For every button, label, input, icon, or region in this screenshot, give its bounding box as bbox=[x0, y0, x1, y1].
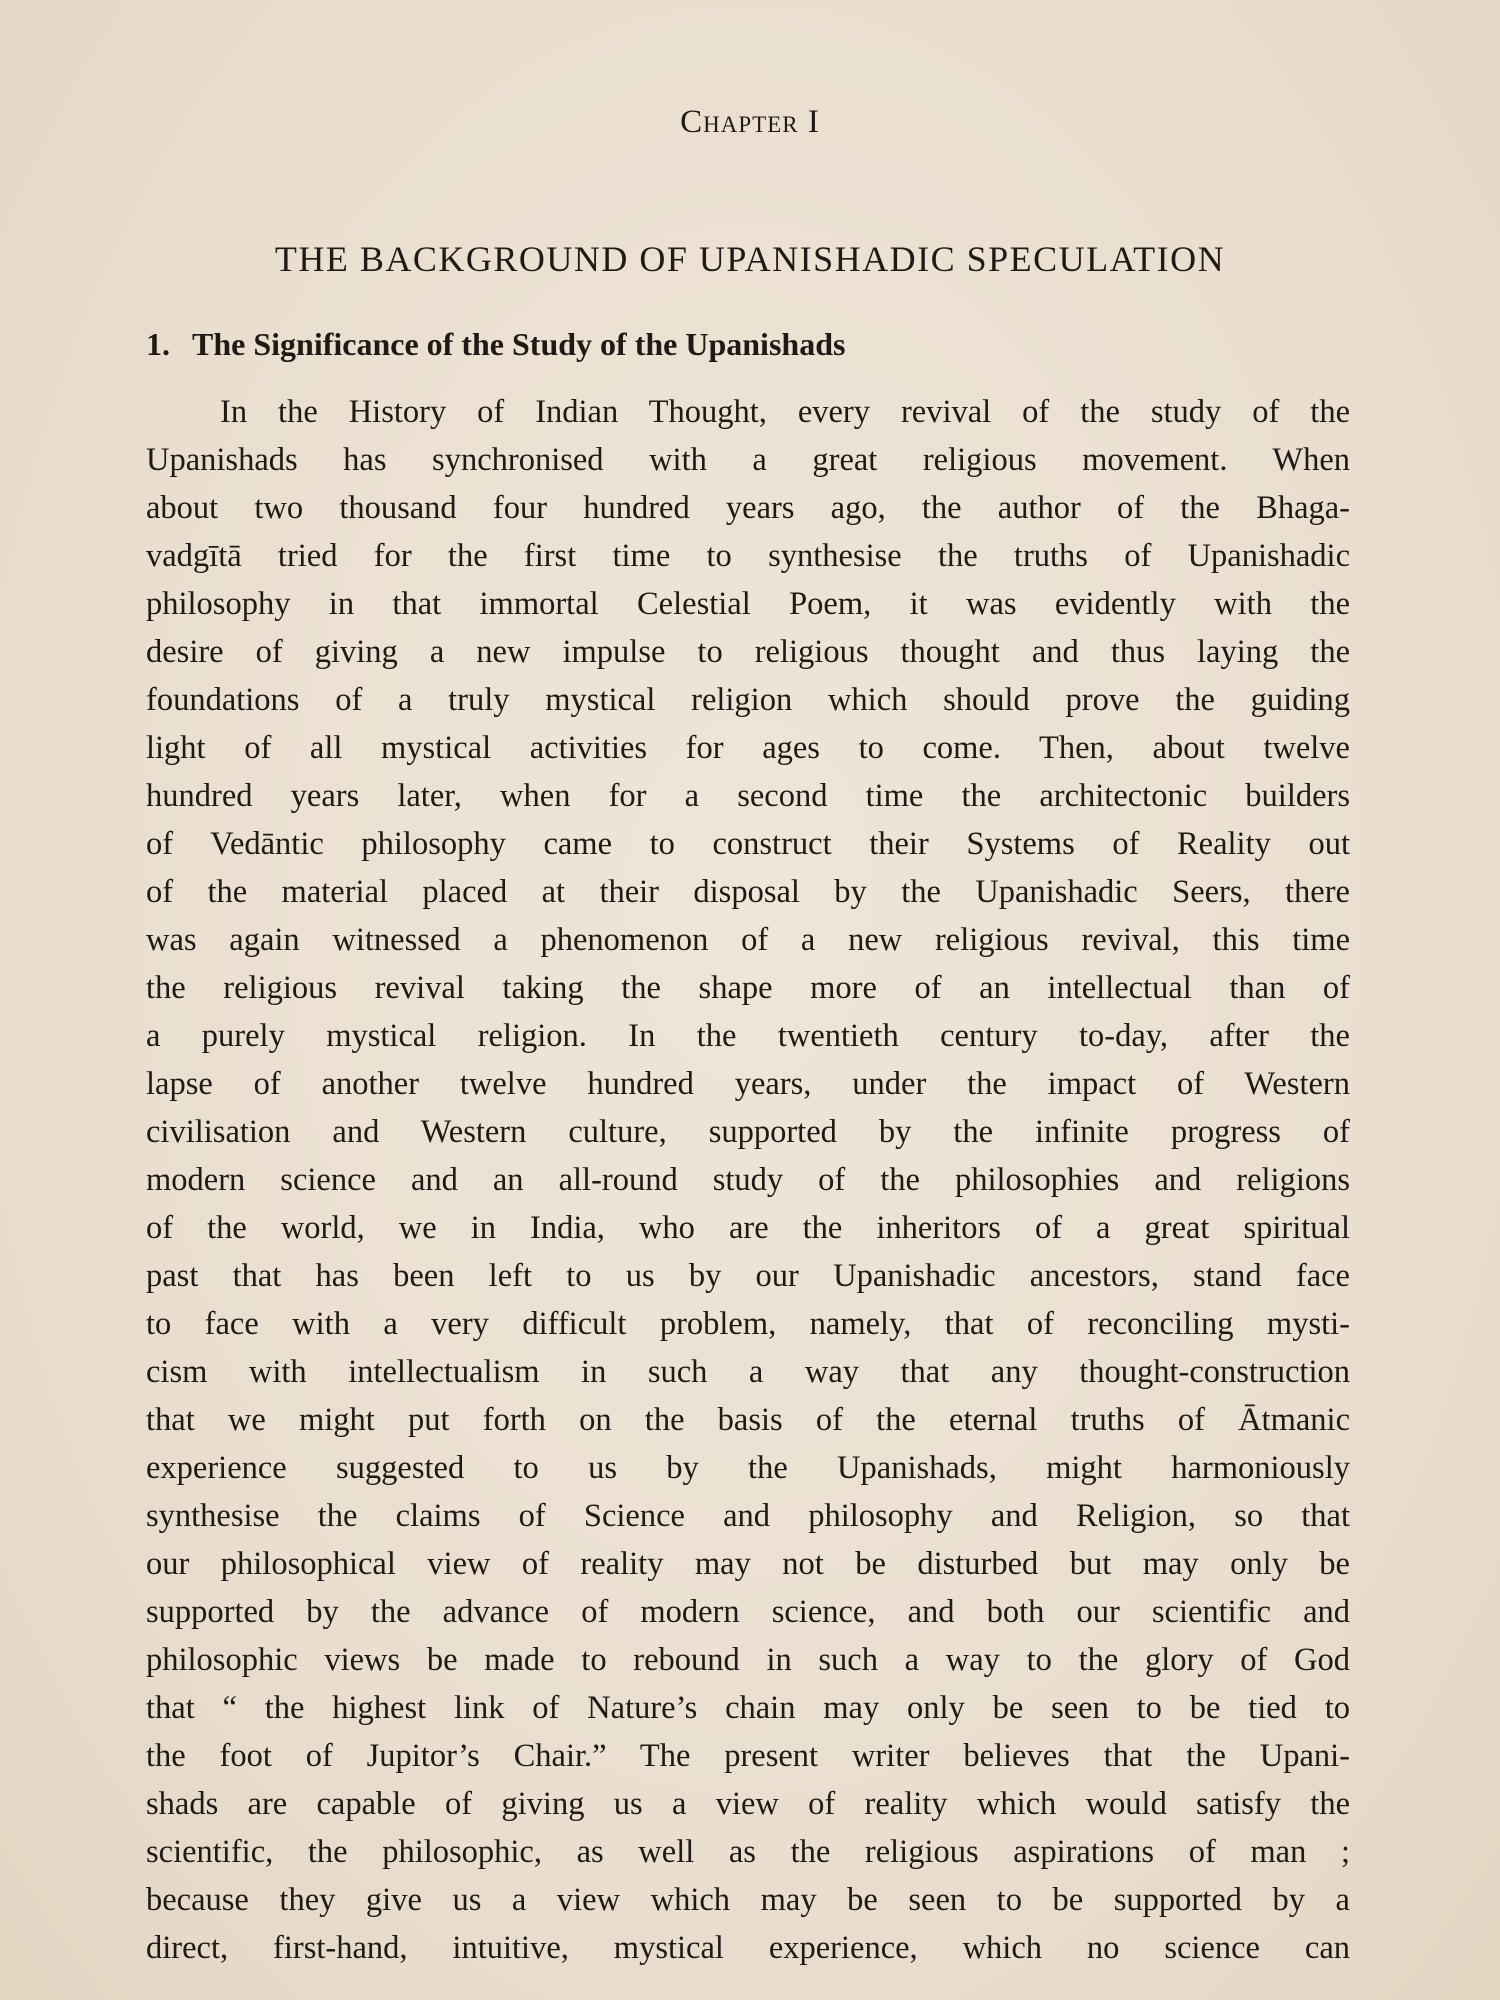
paragraph-line: civilisation and Western culture, supported by the infinite progress of bbox=[146, 1114, 1350, 1150]
paragraph-line: our philosophical view of reality may not be disturbed but may only be bbox=[146, 1546, 1350, 1582]
paragraph-line: to face with a very difficult problem, namely, that of reconciling mysti- bbox=[146, 1306, 1350, 1342]
paragraph-line: scientific, the philosophic, as well as the religious aspirations of man ; bbox=[146, 1834, 1350, 1870]
paragraph-line: of the world, we in India, who are the inheritors of a great spiritual bbox=[146, 1210, 1350, 1246]
paragraph-line: philosophic views be made to rebound in such a way to the glory of God bbox=[146, 1642, 1350, 1678]
paragraph-line: modern science and an all-round study of the philosophies and religions bbox=[146, 1162, 1350, 1198]
paragraph-line: of the material placed at their disposal by the Upanishadic Seers, there bbox=[146, 874, 1350, 910]
section-number: 1. bbox=[146, 326, 170, 362]
paragraph-line: lapse of another twelve hundred years, under the impact of Western bbox=[146, 1066, 1350, 1102]
section-heading bbox=[146, 326, 845, 363]
chapter-label: Chapter I bbox=[680, 104, 820, 140]
paragraph-line: philosophy in that immortal Celestial Poem, it was evidently with the bbox=[146, 586, 1350, 622]
paragraph-line: foundations of a truly mystical religion which should prove the guiding bbox=[146, 682, 1350, 718]
paragraph-line: Upanishads has synchronised with a great religious movement. When bbox=[146, 442, 1350, 478]
chapter-title: THE BACKGROUND OF UPANISHADIC SPECULATION bbox=[274, 239, 1226, 279]
paragraph-line: past that has been left to us by our Upanishadic ancestors, stand face bbox=[146, 1258, 1350, 1294]
paragraph-line: shads are capable of giving us a view of reality which would satisfy the bbox=[146, 1786, 1350, 1822]
paragraph-line: that we might put forth on the basis of the eternal truths of Ātmanic bbox=[146, 1402, 1350, 1438]
section-title: The Significance of the Study of the Upanishads bbox=[192, 326, 846, 362]
paragraph-line: supported by the advance of modern science, and both our scientific and bbox=[146, 1594, 1350, 1630]
paragraph-line: the foot of Jupitor’s Chair.” The present writer believes that the Upani- bbox=[146, 1738, 1350, 1774]
paragraph-line: cism with intellectualism in such a way that any thought-construction bbox=[146, 1354, 1350, 1390]
paragraph-line: of Vedāntic philosophy came to construct their Systems of Reality out bbox=[146, 826, 1350, 862]
paragraph-line: a purely mystical religion. In the twentieth century to-day, after the bbox=[146, 1018, 1350, 1054]
paragraph-line: synthesise the claims of Science and philosophy and Religion, so that bbox=[146, 1498, 1350, 1534]
paragraph-line: that “ the highest link of Nature’s chain may only be seen to be tied to bbox=[146, 1690, 1350, 1726]
paragraph-line: desire of giving a new impulse to religious thought and thus laying the bbox=[146, 634, 1350, 670]
paragraph-line: hundred years later, when for a second time the architectonic builders bbox=[146, 778, 1350, 814]
paragraph-line: light of all mystical activities for ages to come. Then, about twelve bbox=[146, 730, 1350, 766]
body-paragraph bbox=[146, 388, 1350, 1972]
paragraph-line: vadgītā tried for the first time to synthesise the truths of Upanishadic bbox=[146, 538, 1350, 574]
paragraph-line: In the History of Indian Thought, every revival of the study of the bbox=[220, 394, 1350, 430]
paragraph-line: experience suggested to us by the Upanishads, might harmoniously bbox=[146, 1450, 1350, 1486]
paragraph-line: direct, first-hand, intuitive, mystical experience, which no science can bbox=[146, 1930, 1350, 1966]
paragraph-line: the religious revival taking the shape more of an intellectual than of bbox=[146, 970, 1350, 1006]
paragraph-line: was again witnessed a phenomenon of a new religious revival, this time bbox=[146, 922, 1350, 958]
paragraph-line: about two thousand four hundred years ago, the author of the Bhaga- bbox=[146, 490, 1350, 526]
paragraph-line: because they give us a view which may be seen to be supported by a bbox=[146, 1882, 1350, 1918]
